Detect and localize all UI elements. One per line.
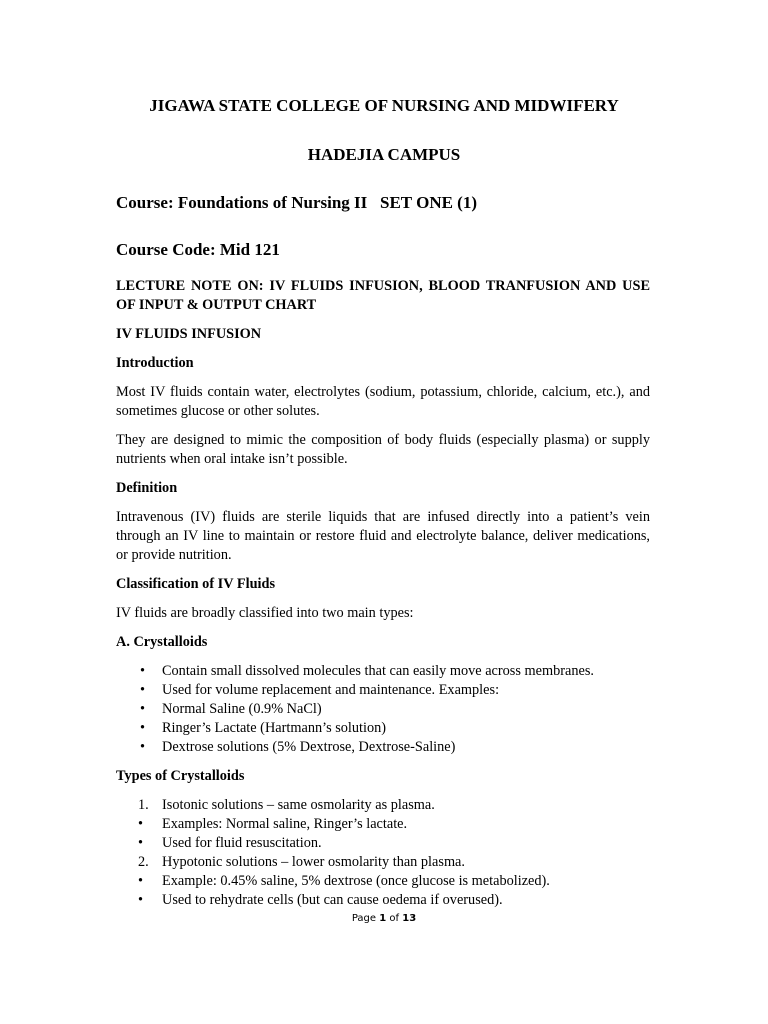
types-list [116, 796, 650, 910]
list-item [116, 700, 650, 719]
list-item-text: Used for fluid resuscitation. [162, 835, 322, 851]
list-marker: • [138, 892, 144, 908]
list-marker: • [138, 835, 144, 851]
list-item-text: Example: 0.45% saline, 5% dextrose (once glucose is metabolized). [162, 873, 550, 889]
crystalloids-heading: A. Crystalloids [116, 634, 208, 650]
list-item [116, 853, 650, 872]
list-item-text: Hypotonic solutions – lower osmolarity than plasma. [162, 854, 465, 870]
list-item-text: Isotonic solutions – same osmolarity as plasma. [162, 797, 435, 813]
bullet-icon: • [140, 663, 146, 679]
bullet-icon: • [140, 682, 146, 698]
types-heading: Types of Crystalloids [116, 768, 245, 784]
list-item [116, 662, 650, 681]
list-item [116, 681, 650, 700]
course-title: Course: Foundations of Nursing II SET ONE (1) [116, 193, 478, 212]
bullet-icon: • [140, 720, 146, 736]
list-item [116, 738, 650, 757]
classification-paragraph: IV fluids are broadly classified into two main types: [116, 605, 414, 621]
list-marker: 1. [138, 797, 149, 813]
of-word: of [389, 913, 400, 924]
list-item [116, 872, 650, 891]
section-title: IV FLUIDS INFUSION [116, 326, 262, 342]
document-body [116, 277, 650, 910]
list-item-text: Examples: Normal saline, Ringer’s lactate. [162, 816, 408, 832]
list-item [116, 815, 650, 834]
lecture-title: LECTURE NOTE ON: IV FLUIDS INFUSION, BLOOD TRANFUSION AND USE OF INPUT & OUTPUT CHART [116, 278, 650, 313]
current-page-number: 1 [379, 913, 387, 924]
introduction-paragraph-2: They are designed to mimic the composition of body fluids (especially plasma) or supply nutrients when oral intake isn’t possible. [116, 432, 650, 467]
introduction-paragraph-1: Most IV fluids contain water, electrolytes (sodium, potassium, chloride, calcium, etc.), and sometimes glucose or other solutes. [116, 384, 650, 419]
list-item [116, 719, 650, 738]
definition-paragraph: Intravenous (IV) fluids are sterile liquids that are infused directly into a patient’s vein through an IV line to maintain or restore fluid and electrolyte balance, deliver medications, or provide nutrition. [116, 509, 650, 563]
list-item [116, 834, 650, 853]
list-item-text: Used for volume replacement and maintenance. Examples: [162, 682, 500, 698]
campus-title: HADEJIA CAMPUS [307, 145, 461, 164]
crystalloids-list [116, 662, 650, 757]
total-page-count: 13 [402, 913, 417, 924]
introduction-heading: Introduction [116, 355, 194, 371]
course-code: Course Code: Mid 121 [116, 240, 280, 259]
bullet-icon: • [140, 701, 146, 717]
bullet-icon: • [140, 739, 146, 755]
list-item-text: Contain small dissolved molecules that can easily move across membranes. [162, 663, 594, 679]
college-title: JIGAWA STATE COLLEGE OF NURSING AND MIDWIFERY [149, 96, 619, 115]
list-item-text: Used to rehydrate cells (but can cause oedema if overused). [162, 892, 503, 908]
list-marker: • [138, 873, 144, 889]
definition-heading: Definition [116, 480, 178, 496]
classification-heading: Classification of IV Fluids [116, 576, 276, 592]
list-marker: • [138, 816, 144, 832]
page-word: Page [351, 913, 377, 924]
list-item [116, 891, 650, 910]
list-item-text: Ringer’s Lactate (Hartmann’s solution) [162, 720, 387, 736]
page-footer [0, 913, 768, 924]
list-item-text: Normal Saline (0.9% NaCl) [162, 701, 322, 717]
list-item [116, 796, 650, 815]
list-item-text: Dextrose solutions (5% Dextrose, Dextrose-Saline) [162, 739, 456, 755]
list-marker: 2. [138, 854, 149, 870]
